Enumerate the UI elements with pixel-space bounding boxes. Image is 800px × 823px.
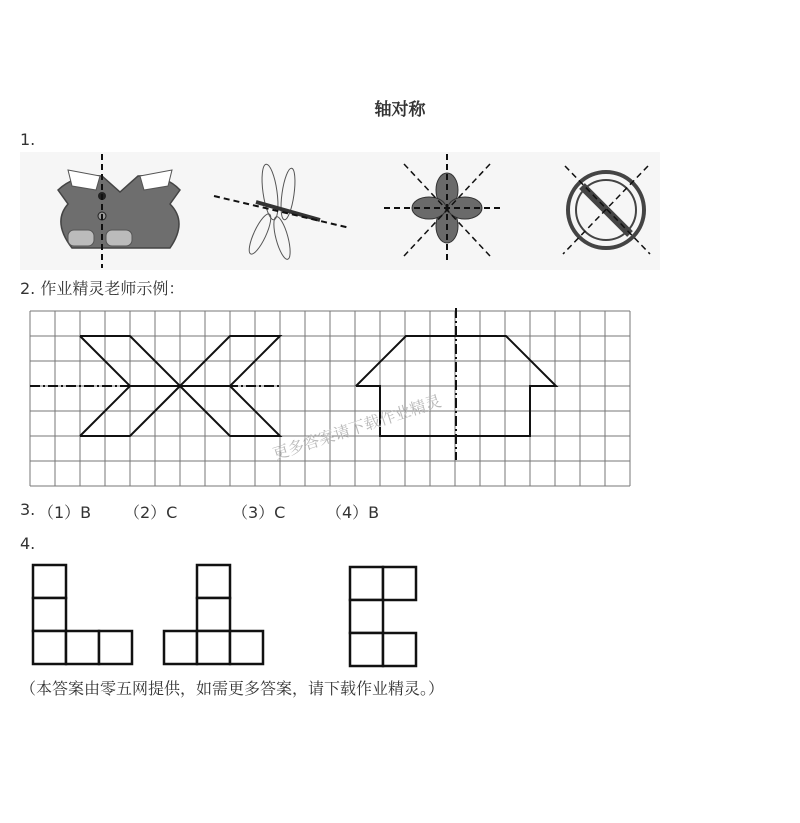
question-3-label: 3. (20, 500, 36, 519)
view-2 (164, 565, 263, 664)
answer-3: （3）C (232, 503, 286, 522)
answer-1: （1）B (38, 503, 92, 522)
q1-image-strip (20, 152, 660, 270)
question-3 (20, 500, 440, 522)
q4-cube-views (30, 562, 430, 670)
page-title: 轴对称 (374, 100, 426, 120)
footer-note: （本答案由零五网提供，如需更多答案，请下载作业精灵。） (20, 679, 445, 698)
view-1 (33, 565, 132, 664)
answer-2: （2）C (124, 503, 178, 522)
q2-grid-figure (20, 300, 640, 494)
question-2-label: 2. 作业精灵老师示例： (20, 279, 185, 298)
answer-4: （4）B (326, 503, 380, 522)
question-4-label: 4. (20, 534, 36, 553)
watermark-text: 更多答案请下载作业精灵 (270, 391, 444, 464)
view-3 (350, 567, 416, 666)
question-1-label: 1. (20, 130, 36, 149)
